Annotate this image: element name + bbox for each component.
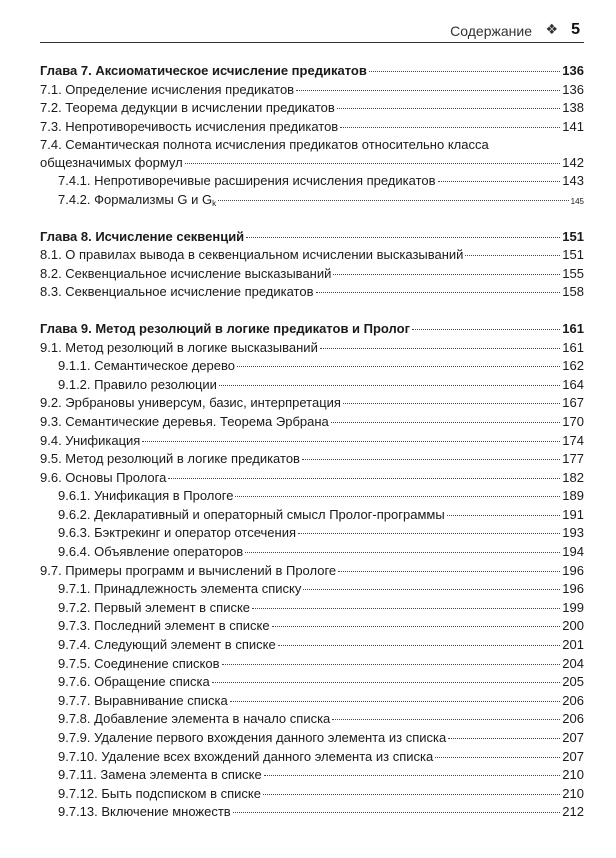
toc-entry-text: 9.5. Метод резолюций в логике предикатов — [40, 451, 300, 467]
toc-entry-page: 164 — [562, 376, 584, 392]
dot-leader — [338, 571, 560, 572]
toc-section-9-1-1[interactable] — [40, 357, 584, 376]
dot-leader — [340, 127, 560, 128]
running-title: Содержание — [450, 23, 532, 39]
dot-leader — [412, 329, 560, 330]
toc-entry-text: 9.6.3. Бэктрекинг и оператор отсечения — [58, 525, 296, 541]
dot-leader — [212, 682, 561, 683]
toc-chapter-7[interactable] — [40, 62, 584, 81]
toc-entry-page: 174 — [562, 432, 584, 448]
toc-entry-text: 9.7.4. Следующий элемент в списке — [58, 637, 276, 653]
dot-leader — [298, 533, 560, 534]
toc-entry-text: 7.1. Определение исчисления предикатов — [40, 81, 295, 97]
toc-entry-page: 182 — [562, 469, 584, 485]
toc-entry-page: 170 — [562, 413, 584, 429]
toc-section-9-7-3[interactable] — [40, 617, 584, 636]
dot-leader — [438, 181, 561, 182]
toc-entry-text: Глава 9. Метод резолюций в логике предикатов и Пролог — [40, 320, 410, 336]
toc-entry-page: 141 — [562, 118, 584, 134]
toc-entry-page: 151 — [562, 247, 584, 263]
toc-entry-page: 177 — [562, 451, 584, 467]
toc-entry-page: 161 — [562, 320, 584, 336]
toc-entry-text: 9.7.10. Удаление всех вхождений данного элемента из списка — [58, 748, 434, 764]
toc-section-9-7-8[interactable] — [40, 710, 584, 729]
dot-leader — [222, 664, 561, 665]
toc-entry-text: 9.7.2. Первый элемент в списке — [58, 599, 251, 615]
toc-entry-text: 9.7.9. Удаление первого вхождения данного элемента из списка — [58, 730, 447, 745]
dot-leader — [168, 478, 560, 479]
dot-leader — [246, 237, 560, 238]
dot-leader — [369, 71, 560, 72]
dot-leader — [278, 645, 561, 646]
page-header — [40, 20, 584, 43]
dot-leader — [245, 552, 560, 553]
toc-entry-page: 158 — [562, 284, 584, 300]
dot-leader — [435, 757, 560, 758]
toc-section-9-7-7[interactable] — [40, 692, 584, 711]
toc-entry-text: 9.6.1. Унификация в Прологе — [58, 488, 234, 504]
toc-entry-text: 9.2. Эрбрановы универсум, базис, интерпретация — [40, 395, 341, 411]
toc-entry-page: 151 — [562, 228, 584, 244]
toc-entry-page: 212 — [562, 804, 584, 820]
toc-entry-text: Глава 7. Аксиоматическое исчисление предикатов — [40, 63, 367, 78]
toc-entry-page: 204 — [562, 655, 584, 671]
toc-section-9-6-2[interactable] — [40, 506, 584, 525]
toc-section-7-4-1[interactable] — [40, 172, 584, 191]
toc-entry-text: 7.2. Теорема дедукции в исчислении предикатов — [40, 100, 335, 116]
toc-section-9-5[interactable] — [40, 450, 584, 469]
toc-section-9-4[interactable] — [40, 432, 584, 451]
toc-entry-text: 9.6.2. Декларативный и операторный смысл Пролог-программы — [58, 506, 445, 522]
toc-section-9-6-1[interactable] — [40, 487, 584, 506]
toc-section-8-2[interactable] — [40, 265, 584, 284]
toc-section-9-6-4[interactable] — [40, 543, 584, 562]
toc-section-8-3[interactable] — [40, 283, 584, 302]
toc-section-9-7-1[interactable] — [40, 580, 584, 599]
toc-entry-text: 9.6. Основы Пролога — [40, 469, 167, 485]
dot-leader — [447, 515, 561, 516]
toc-entry-page: 194 — [562, 544, 584, 560]
toc-entry-page: 206 — [562, 692, 584, 708]
toc-entry-text: 9.7.6. Обращение списка — [58, 674, 210, 690]
dot-leader — [337, 108, 560, 109]
dot-leader — [237, 366, 560, 367]
toc-section-7-3[interactable] — [40, 118, 584, 137]
toc-entry-page: 207 — [562, 748, 584, 764]
toc-section-7-2[interactable] — [40, 99, 584, 118]
toc-section-8-1[interactable] — [40, 246, 584, 265]
dot-leader — [302, 459, 560, 460]
toc-entry-text-line2: общезначимых формул — [40, 155, 183, 171]
spacer — [40, 210, 584, 228]
toc-entry-text: 9.7.1. Принадлежность элемента списку — [58, 581, 302, 597]
spacer — [40, 302, 584, 320]
toc-entry-text: 9.1. Метод резолюций в логике высказываний — [40, 339, 318, 355]
toc-entry-text: 9.7.3. Последний элемент в списке — [58, 618, 270, 634]
dot-leader — [142, 441, 560, 442]
toc-section-9-7-11[interactable] — [40, 766, 584, 785]
toc-entry-text: 8.1. О правилах вывода в секвенциальном исчислении высказываний — [40, 247, 464, 263]
toc-entry-page: 196 — [562, 562, 584, 578]
toc-entry-page: 142 — [562, 155, 584, 171]
toc-entry-text: 7.3. Непротиворечивость исчисления предикатов — [40, 118, 339, 134]
toc-entry-page: 206 — [562, 711, 584, 727]
diamond-ornament-icon: ❖ — [545, 21, 558, 37]
toc-section-9-7-2[interactable] — [40, 599, 584, 618]
dot-leader — [252, 608, 560, 609]
toc-entry-page: 167 — [562, 395, 584, 411]
toc-entry-page: 191 — [562, 506, 584, 522]
dot-leader — [230, 701, 561, 702]
toc-entry-page: 136 — [562, 81, 584, 97]
dot-leader — [332, 719, 560, 720]
dot-leader — [296, 90, 560, 91]
toc-entry-text: 7.4.2. Формализмы G и $G_k$ — [58, 191, 217, 208]
toc-section-9-7-10[interactable] — [40, 748, 584, 767]
toc-chapter-9[interactable] — [40, 320, 584, 339]
dot-leader — [331, 422, 561, 423]
toc-entry-page: 199 — [562, 599, 584, 615]
toc-entry-text: 8.3. Секвенциальное исчисление предикатов — [40, 284, 314, 300]
dot-leader — [320, 348, 560, 349]
toc-entry-page: 162 — [562, 358, 584, 374]
toc-entry-text: Глава 8. Исчисление секвенций — [40, 228, 245, 244]
toc-entry-text: 9.7.5. Соединение списков — [58, 655, 220, 671]
toc-entry-text-line1: 7.4. Семантическая полнота исчисления предикатов относительно класса — [40, 137, 489, 153]
toc-entry-text: 7.4.1. Непротиворечивые расширения исчисления предикатов — [58, 173, 436, 189]
dot-leader — [316, 292, 561, 293]
toc-section-7-4-2[interactable] — [40, 191, 584, 210]
dot-leader — [333, 274, 560, 275]
page-number: 5 — [571, 21, 580, 38]
dot-leader — [235, 496, 560, 497]
dot-leader — [185, 163, 561, 164]
subscript: k — [212, 198, 217, 208]
toc-entry-text: 9.3. Семантические деревья. Теорема Эрбрана — [40, 413, 329, 429]
toc-entry-page: 155 — [562, 265, 584, 281]
dot-leader — [264, 775, 561, 776]
dot-leader — [448, 738, 560, 739]
toc-section-9-7-4[interactable] — [40, 636, 584, 655]
toc-entry-text: 9.7. Примеры программ и вычислений в Прологе — [40, 562, 337, 578]
toc-section-9-7-12[interactable] — [40, 785, 584, 804]
toc-entry-text: 9.7.13. Включение множеств — [58, 804, 231, 820]
dot-leader — [272, 626, 561, 627]
toc-entry-text: 9.1.1. Семантическое дерево — [58, 358, 235, 374]
toc-entry-page: 201 — [562, 637, 584, 653]
toc-entry-text: 9.7.11. Замена элемента в списке — [58, 767, 262, 783]
toc-entry-row — [40, 154, 584, 172]
toc-entry-text: 9.1.2. Правило резолюции — [58, 376, 217, 392]
toc-entry-page: 138 — [562, 100, 584, 116]
dot-leader — [219, 385, 560, 386]
toc-section-7-1[interactable] — [40, 81, 584, 100]
toc-section-9-1-2[interactable] — [40, 376, 584, 395]
toc-section-9-6[interactable] — [40, 469, 584, 488]
toc-entry-page: 196 — [562, 581, 584, 597]
toc-entry-text: 9.7.8. Добавление элемента в начало списка — [58, 711, 331, 727]
toc-section-9-7-5[interactable] — [40, 655, 584, 674]
dot-leader — [218, 200, 569, 201]
toc-section-9-7-6[interactable] — [40, 673, 584, 692]
table-of-contents — [40, 62, 584, 822]
dot-leader — [263, 794, 560, 795]
dot-leader — [343, 403, 560, 404]
toc-section-9-7-9[interactable] — [40, 729, 584, 748]
toc-entry-page: 205 — [562, 674, 584, 690]
toc-entry-text: 9.6.4. Объявление операторов — [58, 544, 244, 560]
dot-leader — [465, 255, 560, 256]
toc-entry-page: 143 — [562, 173, 584, 189]
toc-entry-text: 9.7.12. Быть подсписком в списке — [58, 785, 261, 801]
toc-entry-page: 189 — [562, 488, 584, 504]
toc-section-9-3[interactable] — [40, 413, 584, 432]
toc-entry-page: 200 — [562, 618, 584, 634]
toc-section-9-7-13[interactable] — [40, 803, 584, 822]
toc-entry-text: 9.4. Унификация — [40, 432, 141, 448]
toc-entry-page: 193 — [562, 525, 584, 541]
dot-leader — [233, 812, 561, 813]
toc-section-9-1[interactable] — [40, 339, 584, 358]
toc-section-9-6-3[interactable] — [40, 524, 584, 543]
toc-section-7-4[interactable] — [40, 136, 584, 172]
toc-entry-page: 136 — [562, 63, 584, 78]
toc-section-9-2[interactable] — [40, 394, 584, 413]
toc-section-9-7[interactable] — [40, 562, 584, 581]
toc-entry-page: 210 — [562, 767, 584, 783]
toc-entry-page: 161 — [562, 339, 584, 355]
toc-chapter-8[interactable] — [40, 228, 584, 247]
dot-leader — [303, 589, 560, 590]
toc-entry-page: 145 — [570, 196, 584, 206]
toc-entry-page: 207 — [562, 730, 584, 745]
toc-entry-text: 9.7.7. Выравнивание списка — [58, 692, 228, 708]
toc-entry-page: 210 — [562, 785, 584, 801]
toc-entry-text: 8.2. Секвенциальное исчисление высказываний — [40, 265, 332, 281]
